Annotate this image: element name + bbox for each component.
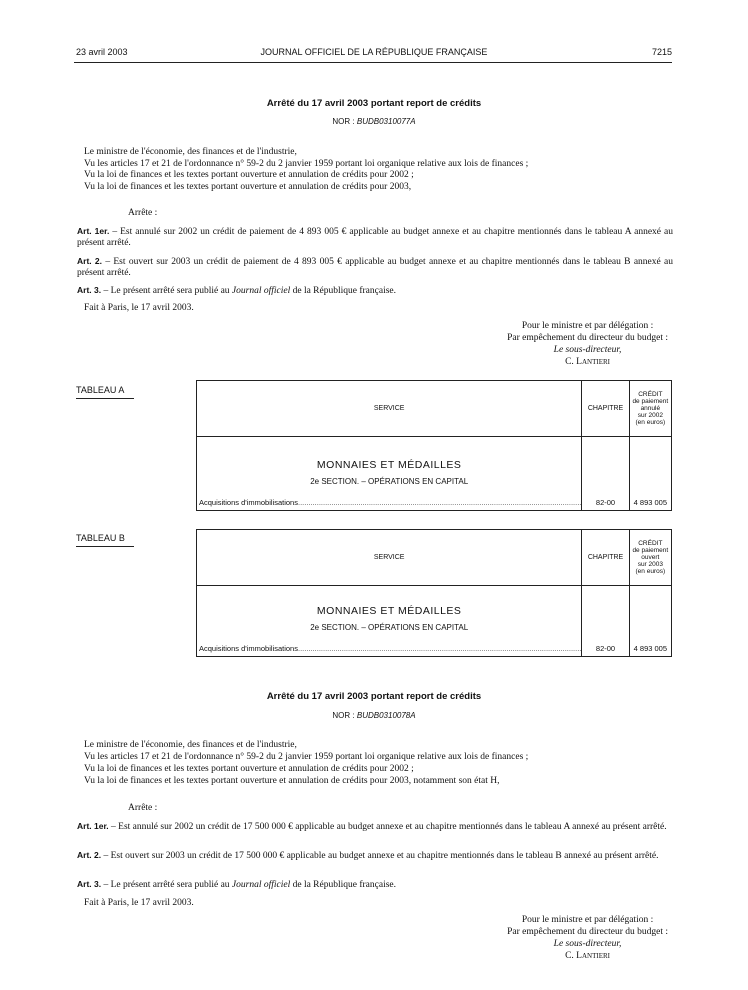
table-header-row	[197, 530, 672, 586]
tableau-b	[196, 529, 672, 657]
credit-header-line: CRÉDIT	[638, 391, 663, 398]
credit-header-line: annulé	[640, 405, 661, 412]
credit-header-line: de paiement	[632, 398, 669, 405]
nor-code: BUDB0310078A	[356, 711, 416, 720]
credit-header-line: de paiement	[632, 547, 669, 554]
tableau-b-label-rule	[76, 546, 134, 547]
arrete-2-preamble-vu-1: Vu les articles 17 et 21 de l'ordonnance n° 59-2 du 2 janvier 1959 portant loi organique relative aux lois de finances ;	[84, 752, 529, 762]
table-header-row	[197, 381, 672, 437]
table-row	[197, 586, 672, 657]
section-name: 2e SECTION. – OPÉRATIONS EN CAPITAL	[310, 623, 469, 632]
arrete-1-article-3	[77, 285, 673, 297]
signature-line-3: Le sous-directeur,	[553, 345, 622, 355]
leader-dots: ........................................................................................................................................	[297, 644, 582, 653]
arrete-2-preamble-vu-2: Vu la loi de finances et les textes portant ouverture et annulation de crédits pour 2002 ;	[84, 764, 414, 774]
nor-label: NOR :	[332, 117, 355, 126]
service-cell	[197, 437, 582, 511]
arrete-2-nor	[0, 711, 748, 720]
article-text: – Est ouvert sur 2003 un crédit de 17 500 000 € applicable au budget annexe et au chapitre mentionnés dans le tableau B annexé au présent arrêté.	[103, 851, 659, 861]
arrete-2-arrete: Arrête :	[128, 803, 158, 813]
credit-header-line: ouvert	[641, 554, 660, 561]
arrete-2-preamble-vu-3: Vu la loi de finances et les textes portant ouverture et annulation de crédits pour 2003, notamment son état H,	[84, 776, 500, 786]
col-service-header: SERVICE	[197, 381, 582, 437]
chapitre-cell: 82-00	[582, 437, 629, 511]
article-text-before: – Le présent arrêté sera publié au	[103, 880, 232, 890]
arrete-2-fait: Fait à Paris, le 17 avril 2003.	[84, 898, 194, 908]
col-chapitre-header: CHAPITRE	[582, 381, 629, 437]
row-label-text: Acquisitions d'immobilisations	[199, 644, 298, 653]
article-text: – Est annulé sur 2002 un crédit de paiement de 4 893 005 € applicable au budget annexe et au chapitre mentionnés dans le tableau A annexé au présent arrêté.	[77, 227, 674, 248]
article-text-after: de la République française.	[290, 286, 397, 296]
article-label: Art. 1er.	[77, 821, 109, 831]
arrete-1-article-1	[77, 226, 673, 249]
montant-cell: 4 893 005	[629, 586, 671, 657]
signature-line-2: Par empêchement du directeur du budget :	[507, 927, 668, 937]
table-row	[197, 437, 672, 511]
signature-line-3: Le sous-directeur,	[553, 939, 622, 949]
montant-cell: 4 893 005	[629, 437, 671, 511]
credit-header-line: (en euros)	[635, 419, 666, 426]
arrete-1-nor	[0, 117, 748, 126]
row-label-text: Acquisitions d'immobilisations	[199, 498, 298, 507]
row-label	[197, 644, 581, 656]
credit-header-line: sur 2003	[637, 561, 663, 568]
arrete-2-signature	[507, 914, 668, 962]
journal-officiel-italic: Journal officiel	[231, 880, 291, 890]
signature-line-2: Par empêchement du directeur du budget :	[507, 333, 668, 343]
arrete-1-fait: Fait à Paris, le 17 avril 2003.	[84, 303, 194, 313]
header-page-number: 7215	[651, 47, 672, 57]
article-text: – Est annulé sur 2002 un crédit de 17 500 000 € applicable au budget annexe et au chapitre mentionnés dans le tableau A annexé au présent arrêté.	[111, 822, 667, 832]
arrete-2-article-2	[77, 850, 673, 862]
col-credit-header	[629, 381, 671, 437]
article-text-before: – Le présent arrêté sera publié au	[103, 286, 232, 296]
tableau-a-label: TABLEAU A	[76, 385, 125, 395]
article-label: Art. 2.	[77, 850, 102, 860]
signature-line-1: Pour le ministre et par délégation :	[521, 915, 654, 925]
article-text: – Est ouvert sur 2003 un crédit de paiement de 4 893 005 € applicable au budget annexe et au chapitre mentionnés dans le tableau B annexé au présent arrêté.	[77, 257, 673, 278]
arrete-1-preamble-vu-1: Vu les articles 17 et 21 de l'ordonnance n° 59-2 du 2 janvier 1959 portant loi organique relative aux lois de finances ;	[84, 159, 529, 169]
nor-code: BUDB0310077A	[356, 117, 416, 126]
tableau-a	[196, 380, 672, 511]
article-text-after: de la République française.	[290, 880, 397, 890]
arrete-2-article-1	[77, 821, 673, 833]
arrete-2-preamble-minister: Le ministre de l'économie, des finances et de l'industrie,	[84, 740, 297, 750]
arrete-1-article-2	[77, 256, 673, 279]
header-rule	[74, 62, 672, 63]
credit-header-line: sur 2002	[637, 412, 663, 419]
article-label: Art. 3.	[77, 879, 102, 889]
nor-label: NOR :	[332, 711, 355, 720]
arrete-1-signature	[507, 320, 668, 368]
arrete-2-title: Arrêté du 17 avril 2003 portant report de crédits	[266, 691, 482, 702]
journal-officiel-italic: Journal officiel	[231, 286, 291, 296]
article-label: Art. 3.	[77, 285, 102, 295]
tableau-a-label-rule	[76, 398, 134, 399]
col-service-header: SERVICE	[197, 530, 582, 586]
arrete-1-title: Arrêté du 17 avril 2003 portant report de crédits	[266, 98, 482, 109]
tableau-b-label: TABLEAU B	[76, 533, 125, 543]
signature-name: C. Lantieri	[565, 357, 610, 367]
header-journal-title: JOURNAL OFFICIEL DE LA RÉPUBLIQUE FRANÇAISE	[260, 47, 488, 57]
signature-line-1: Pour le ministre et par délégation :	[521, 321, 654, 331]
arrete-1-arrete: Arrête :	[128, 208, 158, 218]
arrete-1-preamble-vu-2: Vu la loi de finances et les textes portant ouverture et annulation de crédits pour 2002 ;	[84, 170, 414, 180]
row-label	[197, 498, 581, 510]
credit-header-line: CRÉDIT	[638, 540, 663, 547]
signature-name: C. Lantieri	[565, 951, 610, 961]
col-credit-header	[629, 530, 671, 586]
arrete-1-preamble-vu-3: Vu la loi de finances et les textes portant ouverture et annulation de crédits pour 2003,	[84, 182, 412, 192]
budget-name: MONNAIES ET MÉDAILLES	[316, 459, 462, 471]
arrete-1-preamble-minister: Le ministre de l'économie, des finances et de l'industrie,	[84, 147, 297, 157]
arrete-2-article-3	[77, 879, 673, 891]
credit-header-line: (en euros)	[635, 568, 666, 575]
service-cell	[197, 586, 582, 657]
section-name: 2e SECTION. – OPÉRATIONS EN CAPITAL	[310, 477, 469, 486]
col-chapitre-header: CHAPITRE	[582, 530, 629, 586]
budget-name: MONNAIES ET MÉDAILLES	[316, 605, 462, 617]
header-date: 23 avril 2003	[76, 47, 128, 57]
leader-dots: ........................................................................................................................................	[297, 498, 582, 507]
article-label: Art. 2.	[77, 256, 103, 266]
article-label: Art. 1er.	[77, 226, 110, 236]
chapitre-cell: 82-00	[582, 586, 629, 657]
